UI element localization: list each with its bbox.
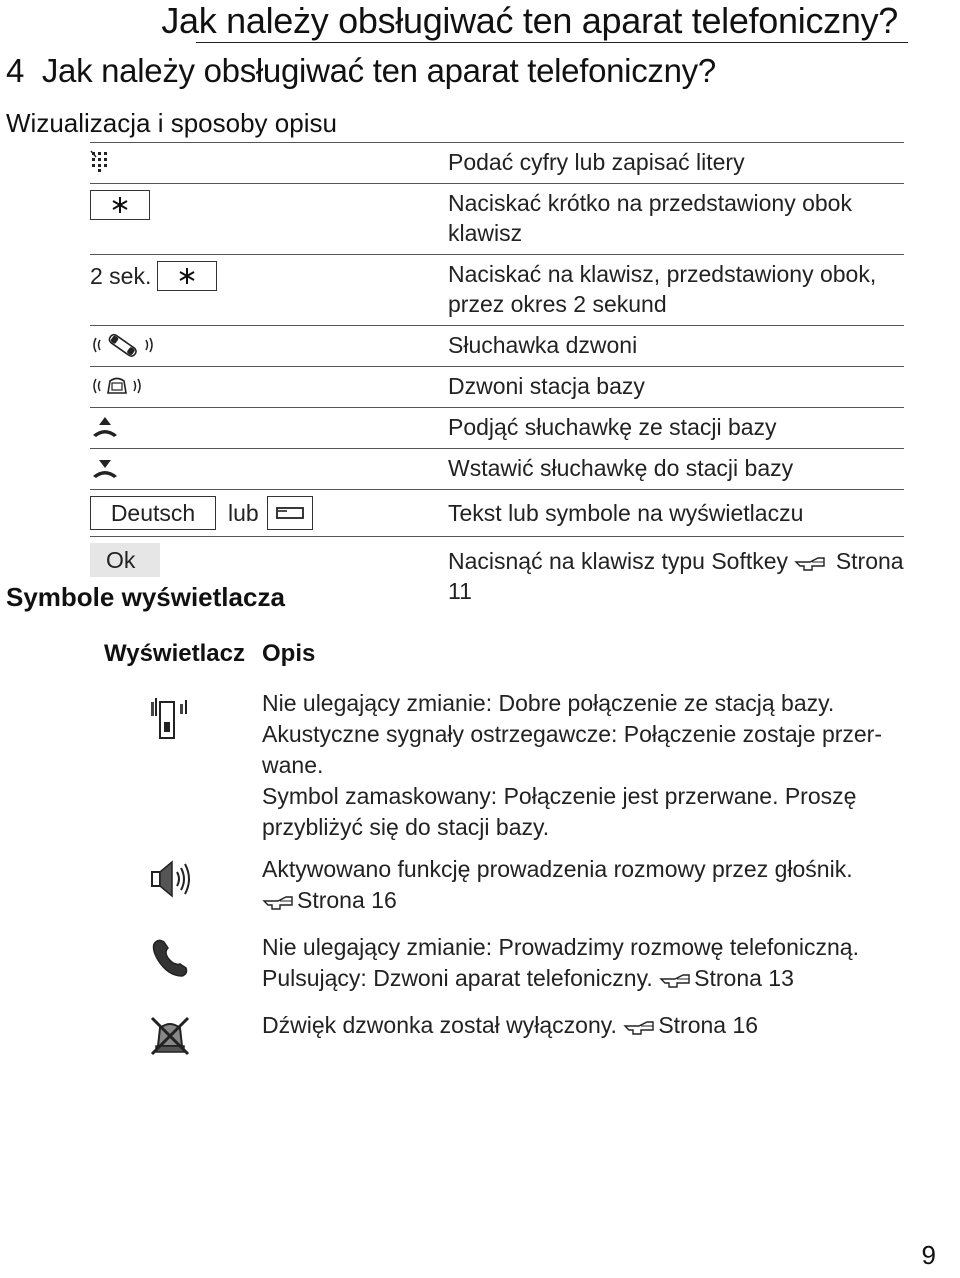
notation-row xyxy=(90,448,904,489)
column-header-description: Opis xyxy=(262,640,316,667)
keypad-icon xyxy=(90,149,110,173)
softkey-label: Ok xyxy=(106,546,136,573)
symbol-entry xyxy=(262,932,902,994)
notation-row xyxy=(90,254,904,325)
star-key-icon xyxy=(90,190,150,220)
page-reference: Strona 16 xyxy=(658,1012,759,1038)
page-reference: Strona 11 xyxy=(448,548,904,604)
notation-row xyxy=(90,366,904,407)
entry-reference-line xyxy=(262,1010,902,1041)
notation-row xyxy=(90,325,904,366)
notation-row xyxy=(90,183,904,254)
page-reference: Strona 13 xyxy=(694,965,794,991)
notation-description: Wstawić słuchawkę do stacji bazy xyxy=(448,455,794,481)
ringer-off-icon xyxy=(148,1014,192,1063)
symbol-entry xyxy=(262,854,902,916)
running-header-title: Jak należy obsługiwać ten aparat telefoniczny? xyxy=(161,0,898,41)
entry-line: Symbol zamaskowany: Połączenie jest przerwane. Proszę xyxy=(262,783,857,809)
pointing-hand-icon xyxy=(623,1018,655,1036)
entry-line: Akustyczne sygnały ostrzegawcze: Połączenie zostaje przer- xyxy=(262,721,883,747)
signal-strength-icon xyxy=(150,696,190,747)
star-key-icon xyxy=(157,261,217,291)
handset-icon xyxy=(150,936,192,983)
notation-row xyxy=(90,489,904,536)
column-header-display: Wyświetlacz xyxy=(104,640,245,667)
chapter-title: Jak należy obsługiwać ten aparat telefoniczny? xyxy=(41,52,716,89)
symbols-heading: Symbole wyświetlacza xyxy=(6,582,285,612)
place-handset-icon xyxy=(90,456,120,480)
entry-reference-line xyxy=(262,963,902,994)
speaker-icon xyxy=(150,858,192,905)
pointing-hand-icon xyxy=(659,971,691,989)
notation-description: Naciskać krótko na przedstawiony obok klawisz xyxy=(448,190,852,246)
page-number: 9 xyxy=(921,1240,936,1270)
pointing-hand-icon xyxy=(262,893,294,911)
connector-text: lub xyxy=(228,499,259,526)
entry-line: Nie ulegający zmianie: Dobre połączenie ze stacją bazy. xyxy=(262,690,835,716)
notation-row xyxy=(90,407,904,448)
display-symbol-icon xyxy=(267,496,313,530)
entry-line: Nie ulegający zmianie: Prowadzimy rozmowę telefoniczną. xyxy=(262,934,859,960)
notation-description: Naciskać na klawisz, przedstawiony obok, przez okres 2 sekund xyxy=(448,261,877,317)
notation-description: Nacisnąć na klawisz typu Softkey xyxy=(448,548,789,574)
page-reference: Strona 16 xyxy=(297,887,397,913)
chapter-number: 4 xyxy=(6,52,25,89)
display-text: Deutsch xyxy=(110,499,196,526)
base-ringing-icon xyxy=(90,373,144,399)
display-text-box xyxy=(90,496,216,530)
entry-line: wane. xyxy=(262,752,324,778)
lift-handset-icon xyxy=(90,415,120,439)
notation-description: Tekst lub symbole na wyświetlaczu xyxy=(448,500,804,526)
notation-description-wrapper xyxy=(448,546,908,606)
notation-description: Słuchawka dzwoni xyxy=(448,332,638,358)
symbol-entry xyxy=(262,1010,902,1041)
entry-reference-line xyxy=(262,885,902,916)
header-rule xyxy=(196,42,908,43)
entry-line: Pulsujący: Dzwoni aparat telefoniczny. xyxy=(262,965,653,991)
duration-label: 2 sek. xyxy=(90,262,152,289)
section-heading: Wizualizacja i sposoby opisu xyxy=(6,108,337,138)
pointing-hand-icon xyxy=(794,554,826,572)
softkey-ok-button xyxy=(90,543,160,577)
notation-description: Podać cyfry lub zapisać litery xyxy=(448,149,745,175)
chapter-heading xyxy=(6,52,716,90)
notation-description: Dzwoni stacja bazy xyxy=(448,373,645,399)
notation-row xyxy=(90,142,904,183)
entry-line: przybliżyć się do stacji bazy. xyxy=(262,814,550,840)
symbol-entry xyxy=(262,688,902,843)
handset-ringing-icon xyxy=(90,332,156,358)
notation-description: Podjąć słuchawkę ze stacji bazy xyxy=(448,414,777,440)
entry-line: Aktywowano funkcję prowadzenia rozmowy przez głośnik. xyxy=(262,856,853,882)
entry-line: Dźwięk dzwonka został wyłączony. xyxy=(262,1012,617,1038)
